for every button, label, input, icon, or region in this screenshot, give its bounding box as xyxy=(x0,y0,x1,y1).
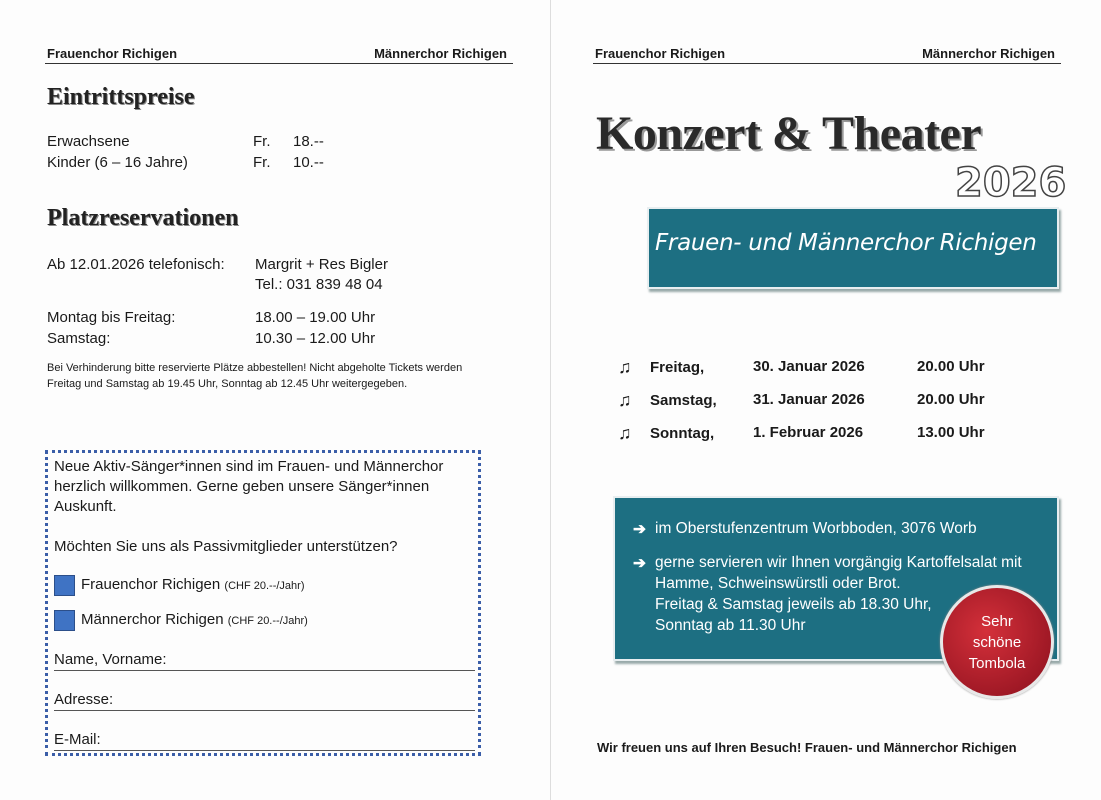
form-intro-line: herzlich willkommen. Gerne geben unsere Sänger*innen xyxy=(54,478,430,495)
option-label xyxy=(81,576,304,593)
info-food-line: Freitag & Samstag jeweils ab 18.30 Uhr, xyxy=(655,596,932,613)
tombola-badge xyxy=(940,585,1054,699)
email-field[interactable] xyxy=(54,750,475,751)
event-title: Konzert & Theater xyxy=(596,107,982,160)
music-note-icon: ♫ xyxy=(618,357,632,377)
info-location: im Oberstufenzentrum Worbboden, 3076 Worb xyxy=(655,520,977,537)
option-name: Männerchor Richigen xyxy=(81,611,224,628)
year-logo: 2026 xyxy=(955,160,1067,206)
reservation-phone-label: Ab 12.01.2026 telefonisch: xyxy=(47,256,225,273)
form-intro-line: Neue Aktiv-Sänger*innen sind im Frauen- und Männerchor xyxy=(54,458,444,475)
schedule-date: 31. Januar 2026 xyxy=(753,391,865,408)
badge-line: Sehr xyxy=(981,612,1013,630)
right-header-maennerchor: Männerchor Richigen xyxy=(922,46,1055,61)
reservation-contact-name: Margrit + Res Bigler xyxy=(255,256,388,273)
arrow-right-icon: ➔ xyxy=(633,555,646,572)
form-question: Möchten Sie uns als Passivmitglieder unterstützen? xyxy=(54,538,398,555)
price-label: Erwachsene xyxy=(47,133,130,150)
info-food-line: Hamme, Schweinswürstli oder Brot. xyxy=(655,575,901,592)
schedule-time: 20.00 Uhr xyxy=(917,391,985,408)
checkbox-maennerchor[interactable] xyxy=(54,610,75,631)
info-food-line: gerne servieren wir Ihnen vorgängig Kartoffelsalat mit xyxy=(655,554,1022,571)
footer-text: Wir freuen uns auf Ihren Besuch! Frauen- und Männerchor Richigen xyxy=(597,740,1017,755)
prices-heading: Eintrittspreise xyxy=(47,84,195,110)
name-field[interactable] xyxy=(54,670,475,671)
reservation-note-line: Freitag und Samstag ab 19.45 Uhr, Sonntag ab 12.45 Uhr weitergegeben. xyxy=(47,378,408,390)
music-note-icon: ♫ xyxy=(618,390,632,410)
hours-label: Montag bis Freitag: xyxy=(47,309,176,326)
schedule-time: 20.00 Uhr xyxy=(917,358,985,375)
option-price: (CHF 20.--/Jahr) xyxy=(224,580,305,592)
address-field-label: Adresse: xyxy=(54,691,114,708)
address-field[interactable] xyxy=(54,710,475,711)
email-field-label: E-Mail: xyxy=(54,731,101,748)
reservation-contact-tel: Tel.: 031 839 48 04 xyxy=(255,276,383,293)
option-name: Frauenchor Richigen xyxy=(81,576,221,593)
fold-line xyxy=(550,0,551,800)
left-header-maennerchor: Männerchor Richigen xyxy=(374,46,507,61)
reservation-heading: Platzreservationen xyxy=(47,205,239,231)
choir-banner-text: Frauen- und Männerchor Richigen xyxy=(655,230,1037,256)
price-label: Kinder (6 – 16 Jahre) xyxy=(47,154,188,171)
name-field-label: Name, Vorname: xyxy=(54,651,167,668)
schedule-day: Samstag, xyxy=(650,392,717,409)
right-header-rule xyxy=(593,63,1061,64)
left-header-frauenchor: Frauenchor Richigen xyxy=(47,46,178,61)
price-amount: 10.-- xyxy=(293,154,324,171)
hours-label: Samstag: xyxy=(47,330,111,347)
checkbox-frauenchor[interactable] xyxy=(54,575,75,596)
option-label xyxy=(81,611,308,628)
music-note-icon: ♫ xyxy=(618,423,632,443)
form-intro-line: Auskunft. xyxy=(54,498,117,515)
schedule-day: Sonntag, xyxy=(650,425,715,442)
info-food-line: Sonntag ab 11.30 Uhr xyxy=(655,617,806,634)
schedule-date: 1. Februar 2026 xyxy=(753,424,864,441)
right-header-frauenchor: Frauenchor Richigen xyxy=(595,46,726,61)
option-price: (CHF 20.--/Jahr) xyxy=(227,615,308,627)
price-amount: 18.-- xyxy=(293,133,324,150)
schedule-date: 30. Januar 2026 xyxy=(753,358,865,375)
left-header-rule xyxy=(45,63,513,64)
badge-line: schöne xyxy=(972,633,1022,651)
schedule-time: 13.00 Uhr xyxy=(917,424,985,441)
reservation-note-line: Bei Verhinderung bitte reservierte Plätze abbestellen! Nicht abgeholte Tickets werden xyxy=(47,362,463,374)
arrow-right-icon: ➔ xyxy=(633,521,646,538)
badge-line: Tombola xyxy=(968,654,1026,672)
schedule-day: Freitag, xyxy=(650,359,705,376)
hours-time: 10.30 – 12.00 Uhr xyxy=(255,330,376,347)
price-currency: Fr. xyxy=(253,133,271,150)
price-currency: Fr. xyxy=(253,154,271,171)
hours-time: 18.00 – 19.00 Uhr xyxy=(255,309,376,326)
